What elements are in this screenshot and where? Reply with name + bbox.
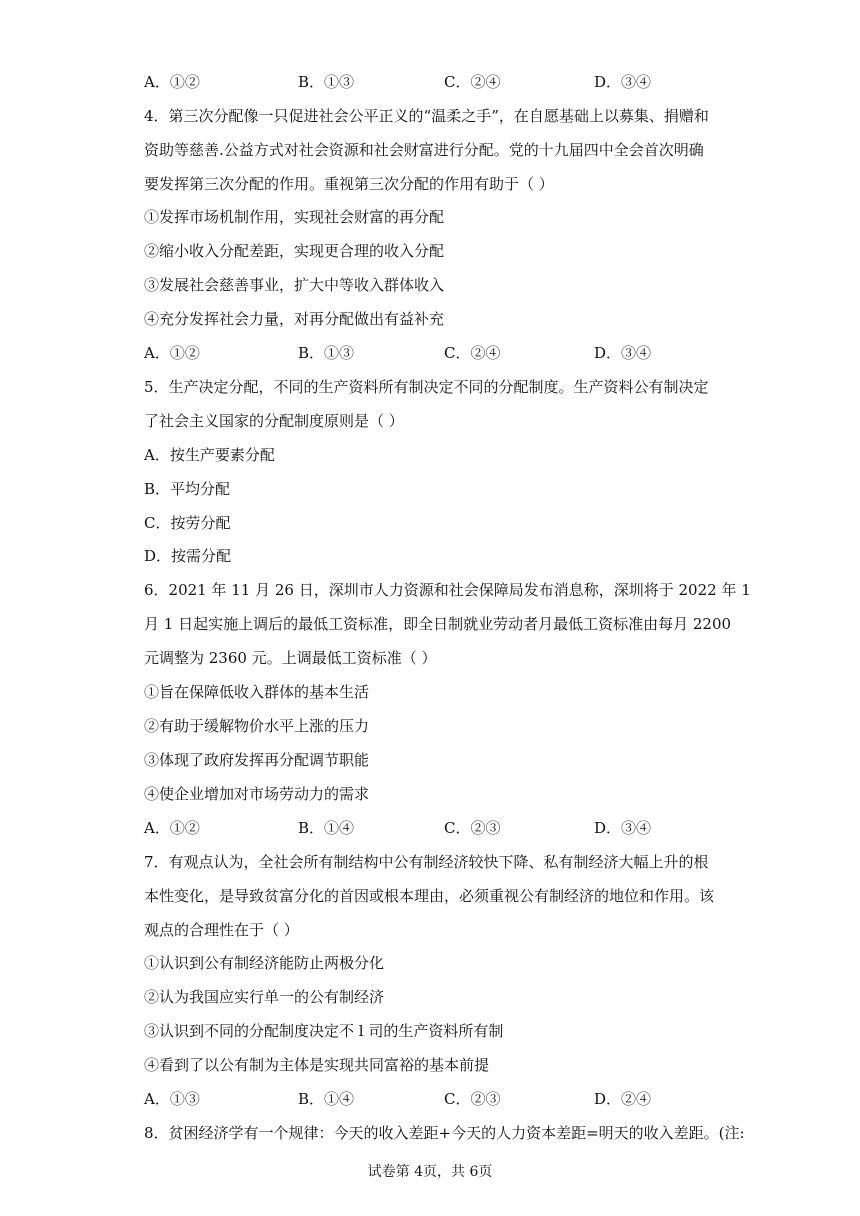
q6-stem-line-2: 月 1 日起实施上调后的最低工资标准，即全日制就业劳动者月最低工资标准由每月 2200 [144,615,732,633]
q4-item-1: ①发挥市场机制作用，实现社会财富的再分配 [144,208,445,226]
q4-item-3: ③发展社会慈善事业，扩大中等收入群体收入 [144,276,445,294]
q6-option-c[interactable]: C．②③ [444,819,501,837]
q7-stem-line-1: 7．有观点认为，全社会所有制结构中公有制经济较快下降、私有制经济大幅上升的根 [144,853,709,871]
q7-option-d[interactable]: D．②④ [594,1090,652,1108]
q6-item-1: ①旨在保障低收入群体的基本生活 [144,683,370,701]
q6-options [144,818,744,838]
q6-stem-line-1: 6．2021 年 11 月 26 日，深圳市人力资源和社会保障局发布消息称，深圳将于 2022 年 1 [144,581,751,599]
q7-stem-line-3: 观点的合理性在于（ ） [144,921,299,939]
q4-stem-line-2: 资助等慈善.公益方式对社会资源和社会财富进行分配。党的十九届四中全会首次明确 [144,141,704,159]
q3-options [144,72,744,92]
q7-item-4: ④看到了以公有制为主体是实现共同富裕的基本前提 [144,1056,490,1074]
q4-item-2: ②缩小收入分配差距，实现更合理的收入分配 [144,242,445,260]
q4-option-c[interactable]: C．②④ [444,344,501,362]
q6-item-4: ④使企业增加对市场劳动力的需求 [144,785,370,803]
q5-option-b[interactable]: B．平均分配 [144,480,231,498]
q3-option-d[interactable]: D．③④ [594,73,652,91]
q5-stem-line-2: 了社会主义国家的分配制度原则是（ ） [144,412,404,430]
q7-option-a[interactable]: A．①③ [144,1090,200,1108]
q7-item-3: ③认识到不同的分配制度决定不 l 司的生产资料所有制 [144,1022,504,1040]
q4-option-a[interactable]: A．①② [144,344,200,362]
q6-option-d[interactable]: D．③④ [594,819,652,837]
q7-item-2: ②认为我国应实行单一的公有制经济 [144,988,385,1006]
q4-stem-line-1: 4．第三次分配像一只促进社会公平正义的“温柔之手”，在自愿基础上以募集、捐赠和 [144,107,709,125]
q5-option-a[interactable]: A．按生产要素分配 [144,446,275,464]
q6-option-a[interactable]: A．①② [144,819,200,837]
q6-stem-line-3: 元调整为 2360 元。上调最低工资标准（ ） [144,649,437,667]
q5-option-c[interactable]: C．按劳分配 [144,514,231,532]
q5-option-d[interactable]: D．按需分配 [144,547,232,565]
q3-option-b[interactable]: B．①③ [298,73,355,91]
q4-option-b[interactable]: B．①③ [298,344,355,362]
q7-option-b[interactable]: B．①④ [298,1090,355,1108]
page-footer: 试卷第 4页，共 6页 [367,1164,493,1180]
q8-stem-line-1: 8．贫困经济学有一个规律：今天的收入差距+今天的人力资本差距=明天的收入差距。(注: [144,1124,745,1142]
q6-option-b[interactable]: B．①④ [298,819,355,837]
q6-item-2: ②有助于缓解物价水平上涨的压力 [144,717,370,735]
q7-options [144,1089,744,1109]
q4-item-4: ④充分发挥社会力量，对再分配做出有益补充 [144,310,445,328]
q7-stem-line-2: 本性变化，是导致贫富分化的首因或根本理由，必须重视公有制经济的地位和作用。该 [144,887,715,905]
q4-option-d[interactable]: D．③④ [594,344,652,362]
q3-option-c[interactable]: C．②④ [444,73,501,91]
q4-stem-line-3: 要发挥第三次分配的作用。重视第三次分配的作用有助于（ ） [144,175,554,193]
q7-item-1: ①认识到公有制经济能防止两极分化 [144,954,385,972]
q7-option-c[interactable]: C．②③ [444,1090,501,1108]
q3-option-a[interactable]: A．①② [144,73,200,91]
q4-options [144,343,744,363]
q5-stem-line-1: 5．生产决定分配，不同的生产资料所有制决定不同的分配制度。生产资料公有制决定 [144,378,709,396]
q6-item-3: ③体现了政府发挥再分配调节职能 [144,751,370,769]
